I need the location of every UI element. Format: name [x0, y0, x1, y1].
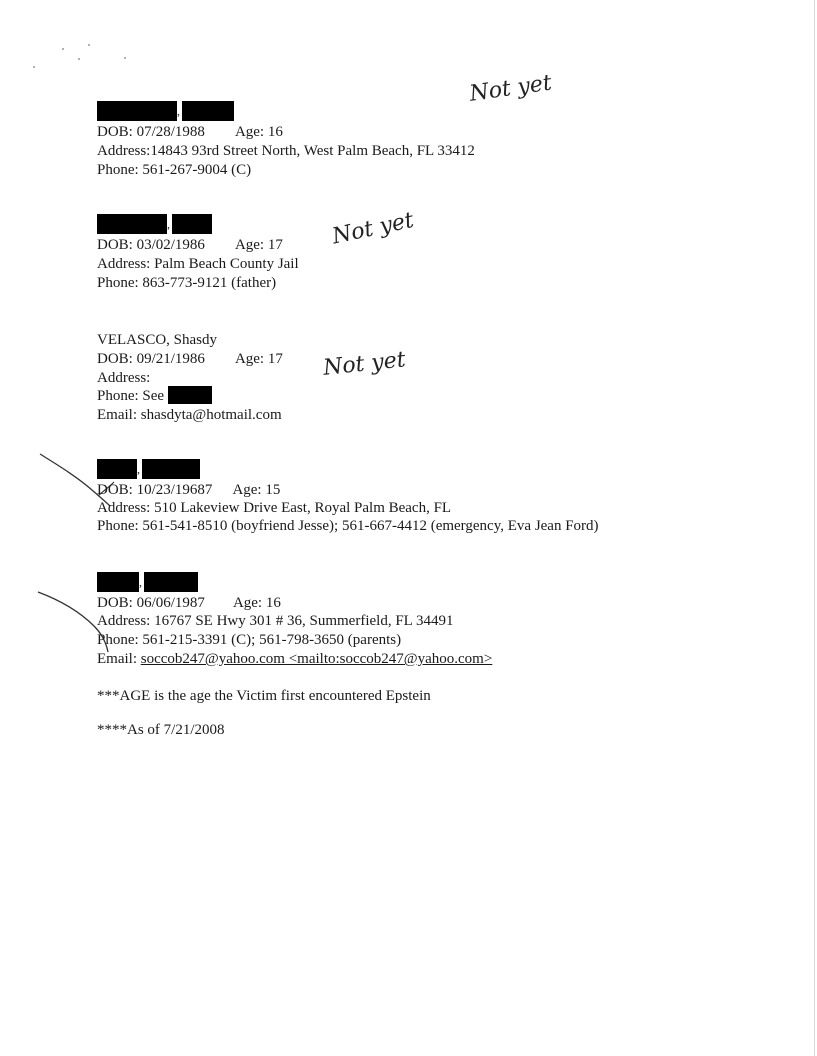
record-1-address: Address:14843 93rd Street North, West Palm Beach, FL 33412: [97, 143, 475, 159]
dob-text: DOB: 03/02/1986: [97, 237, 205, 253]
dob-text: DOB: 07/28/1988: [97, 124, 205, 140]
record-3-phone: [97, 386, 212, 406]
page-edge: [814, 0, 815, 1056]
redaction-block: [142, 459, 200, 479]
scan-speck: [124, 57, 126, 59]
as-of-footnote: ****As of 7/21/2008: [97, 722, 225, 738]
email-link[interactable]: soccob247@yahoo.com <mailto:soccob247@yahoo.com>: [140, 651, 493, 667]
age-text: Age: 17: [234, 351, 283, 367]
redaction-block: [97, 572, 139, 592]
scan-speck: [78, 58, 80, 60]
comma: ,: [139, 575, 142, 589]
record-2-dob-age: [97, 235, 283, 255]
dob-text: DOB: 10/23/19687: [97, 482, 213, 498]
age-text: Age: 16: [232, 595, 281, 611]
age-text: Age: 17: [234, 237, 283, 253]
record-1-handwritten-note: Not yet: [468, 70, 554, 107]
record-5-phone: Phone: 561-215-3391 (C); 561-798-3650 (parents): [97, 632, 402, 648]
scan-speck: [33, 66, 35, 68]
age-text: Age: 16: [234, 124, 283, 140]
record-3-name: VELASCO, Shasdy: [97, 332, 218, 348]
phone-text: Phone: See: [97, 388, 165, 404]
redaction-block: [97, 101, 177, 121]
scan-speck: [62, 48, 64, 50]
email-label: Email:: [97, 651, 141, 667]
age-text: Age: 15: [232, 482, 281, 498]
record-5-name-redacted: [97, 572, 198, 592]
record-2-phone: Phone: 863-773-9121 (father): [97, 275, 277, 291]
redaction-block: [182, 101, 234, 121]
record-4-phone: Phone: 561-541-8510 (boyfriend Jesse); 561-667-4412 (emergency, Eva Jean Ford): [97, 518, 599, 534]
record-5-email: [97, 649, 492, 669]
record-3-dob-age: [97, 349, 283, 369]
record-3-email: Email: shasdyta@hotmail.com: [97, 407, 282, 423]
comma: ,: [137, 462, 140, 476]
record-5-address: Address: 16767 SE Hwy 301 # 36, Summerfield, FL 34491: [97, 613, 454, 629]
redaction-block: [172, 214, 212, 234]
redaction-block: [97, 214, 167, 234]
record-5-dob-age: [97, 593, 281, 613]
redaction-block: [97, 459, 137, 479]
record-3-address: Address:: [97, 370, 151, 386]
record-1-phone: Phone: 561-267-9004 (C): [97, 162, 252, 178]
redaction-block: [168, 386, 212, 404]
record-2-name-redacted: [97, 214, 212, 234]
record-4-name-redacted: [97, 459, 200, 479]
record-1-name-redacted: [97, 101, 234, 121]
record-4-dob-age: [97, 480, 280, 500]
comma: ,: [167, 217, 170, 231]
dob-text: DOB: 06/06/1987: [97, 595, 205, 611]
record-3-handwritten-note: Not yet: [322, 347, 407, 381]
record-1-dob-age: [97, 122, 283, 142]
record-4-address: Address: 510 Lakeview Drive East, Royal Palm Beach, FL: [97, 500, 452, 516]
record-2-handwritten-note: Not yet: [330, 207, 417, 250]
scan-speck: [88, 44, 90, 46]
record-2-address: Address: Palm Beach County Jail: [97, 256, 299, 272]
redaction-block: [144, 572, 198, 592]
dob-text: DOB: 09/21/1986: [97, 351, 205, 367]
age-footnote: ***AGE is the age the Victim first encountered Epstein: [97, 688, 431, 704]
comma: ,: [177, 104, 180, 118]
